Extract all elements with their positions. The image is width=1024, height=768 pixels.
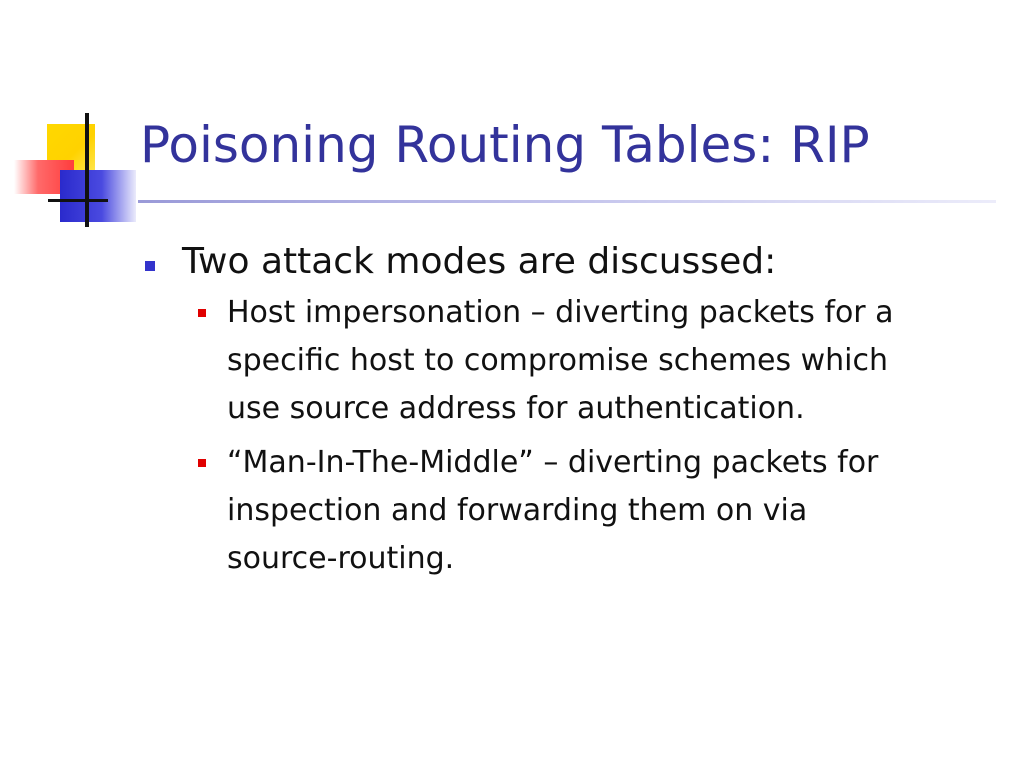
logo-blue-square: [60, 170, 136, 222]
logo-horizontal-line: [48, 199, 108, 202]
title-underline: [138, 200, 996, 203]
subbullet-text: Host impersonation – diverting packets for a specific host to compromise schemes which use source address for authentication.: [227, 295, 894, 427]
bullet-square-icon: [145, 261, 155, 271]
subbullet-square-icon: [198, 309, 206, 317]
subbullet-text: “Man-In-The-Middle” – diverting packets for inspection and forwarding them on via source-routing.: [227, 445, 879, 577]
subbullet-item: [145, 439, 927, 583]
slide-content: [145, 240, 995, 589]
bullet-text: Two attack modes are discussed:: [182, 241, 777, 282]
subbullet-item: [145, 289, 927, 433]
decorative-logo: [0, 0, 160, 240]
subbullet-square-icon: [198, 459, 206, 467]
slide-title: Poisoning Routing Tables: RIP: [140, 116, 870, 174]
bullet-item: [145, 240, 995, 283]
logo-vertical-line: [85, 113, 89, 227]
